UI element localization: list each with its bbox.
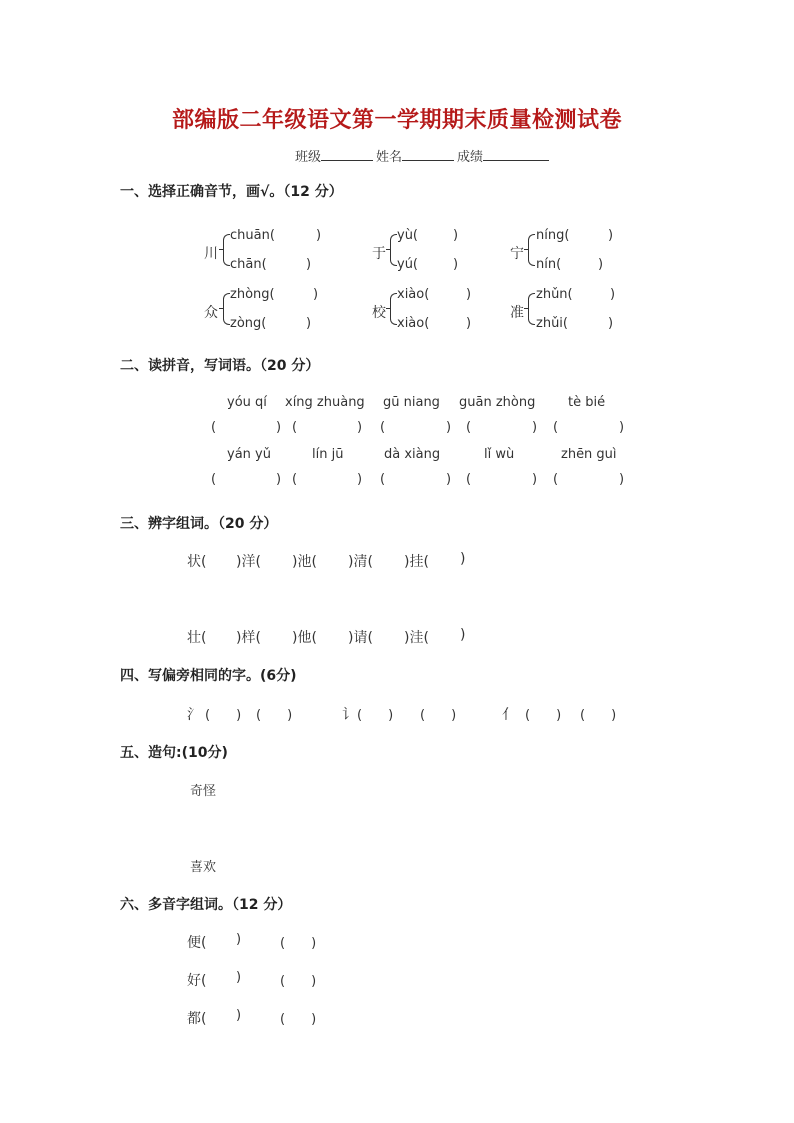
q1-answer-paren[interactable]: ) [453,228,459,243]
q1-char: 众 [204,305,218,321]
q2-answer-open[interactable]: ( [466,472,472,487]
q4-answer[interactable]: ( ) [420,708,457,723]
q1-answer-paren[interactable]: ) [466,287,472,302]
q2-pinyin: xíng zhuàng [285,395,365,410]
section-6-title: 六、多音字组词。（12 分） [120,897,292,913]
q1-answer-paren[interactable]: ) [610,287,616,302]
brace-icon [390,234,397,266]
q1-option: zhòng( [230,287,275,302]
q6-answer[interactable]: ( ) [280,1012,317,1027]
brace-icon [528,293,535,325]
score-field[interactable] [483,148,549,161]
q2-pinyin: tè bié [568,395,606,410]
q1-answer-paren[interactable]: ) [453,257,459,272]
q6-char: 便( [187,935,207,951]
q2-pinyin: lǐ wù [484,447,515,462]
brace-icon [390,293,397,325]
name-field[interactable] [402,148,454,161]
q1-answer-paren[interactable]: ) [316,228,322,243]
q6-answer[interactable]: ( ) [280,974,317,989]
q4-radical: 讠 [342,707,356,723]
q1-char: 宁 [510,246,524,262]
q1-option: xiào( [397,287,430,302]
q1-option: níng( [536,228,570,243]
section-5-title: 五、造句:(10分) [120,745,228,761]
q3-item[interactable]: ) [460,627,466,643]
section-3-title: 三、辨字组词。（20 分） [120,516,278,532]
class-field[interactable] [321,148,373,161]
q5-word: 喜欢 [190,860,217,875]
q3-item[interactable]: 壮( [187,630,207,646]
section-2-title: 二、读拼音，写词语。（20 分） [120,358,320,374]
q1-option: chān( [230,257,267,272]
q2-pinyin: gū niang [383,395,440,410]
q1-answer-paren[interactable]: ) [598,257,604,272]
q2-answer-close[interactable]: ) [357,420,363,435]
section-1-title: 一、选择正确音节，画√。（12 分） [120,184,343,200]
brace-icon [528,234,535,266]
q4-answer[interactable]: ( ) [357,708,394,723]
q2-pinyin: dà xiàng [384,447,441,462]
q1-option: zhǔn( [536,287,573,302]
q1-option: zòng( [230,316,267,331]
q2-answer-close[interactable]: ) [619,420,625,435]
q1-answer-paren[interactable]: ) [306,257,312,272]
q3-item[interactable]: )洼( [404,630,429,646]
q2-pinyin: yóu qí [227,395,267,410]
q4-answer[interactable]: ( ) [205,708,242,723]
q3-item[interactable]: )池( [292,554,317,570]
q1-answer-paren[interactable]: ) [608,316,614,331]
brace-icon [223,234,230,266]
q6-answer-close[interactable]: ) [236,932,242,947]
q2-answer-close[interactable]: ) [357,472,363,487]
name-label: 姓名 [376,150,403,165]
q4-radical: 亻 [502,707,516,723]
q2-answer-open[interactable]: ( [211,420,217,435]
q2-pinyin: lín jū [312,447,344,462]
q1-answer-paren[interactable]: ) [306,316,312,331]
q3-item[interactable]: )样( [236,630,261,646]
q2-answer-close[interactable]: ) [446,420,452,435]
q2-answer-open[interactable]: ( [553,472,559,487]
q1-option: xiào( [397,316,430,331]
score-label: 成绩 [457,150,484,165]
q1-char: 于 [372,246,386,262]
q3-item[interactable]: ) [460,551,466,567]
student-info [295,146,552,165]
q2-pinyin: zhēn guì [561,447,617,462]
q2-answer-open[interactable]: ( [292,420,298,435]
q4-answer[interactable]: ( ) [525,708,562,723]
class-label: 班级 [295,150,322,165]
q3-item[interactable]: )清( [348,554,373,570]
q3-item[interactable]: )请( [348,630,373,646]
q3-item[interactable]: 状( [187,554,207,570]
q2-answer-open[interactable]: ( [211,472,217,487]
brace-icon [223,293,230,325]
q2-answer-open[interactable]: ( [292,472,298,487]
q6-answer-close[interactable]: ) [236,1008,242,1023]
q4-answer[interactable]: ( ) [256,708,293,723]
section-4-title: 四、写偏旁相同的字。(6分) [120,668,297,684]
q1-char: 校 [372,305,386,321]
q2-answer-open[interactable]: ( [553,420,559,435]
q1-answer-paren[interactable]: ) [466,316,472,331]
q2-answer-close[interactable]: ) [532,472,538,487]
q4-radical: 氵 [187,707,201,723]
q2-pinyin: yán yǔ [227,447,271,462]
q1-answer-paren[interactable]: ) [608,228,614,243]
q5-word: 奇怪 [190,784,217,799]
q1-option: yú( [397,257,419,272]
q2-answer-close[interactable]: ) [446,472,452,487]
q2-answer-open[interactable]: ( [466,420,472,435]
q1-answer-paren[interactable]: ) [313,287,319,302]
q1-option: chuān( [230,228,275,243]
q1-option: nín( [536,257,562,272]
q3-item[interactable]: )洋( [236,554,261,570]
q6-answer-close[interactable]: ) [236,970,242,985]
q6-answer[interactable]: ( ) [280,936,317,951]
q6-char: 都( [187,1011,207,1027]
q2-answer-close[interactable]: ) [619,472,625,487]
q2-answer-close[interactable]: ) [276,420,282,435]
q2-answer-close[interactable]: ) [276,472,282,487]
q3-item[interactable]: )他( [292,630,317,646]
q1-char: 川 [204,246,218,262]
q3-item[interactable]: )挂( [404,554,429,570]
q2-answer-open[interactable]: ( [380,472,386,487]
page-title: 部编版二年级语文第一学期期末质量检测试卷 [171,108,622,133]
q4-answer[interactable]: ( ) [580,708,617,723]
q1-char: 准 [510,305,524,321]
q2-answer-close[interactable]: ) [532,420,538,435]
q2-pinyin: guān zhòng [459,395,536,410]
q1-option: zhǔi( [536,316,568,331]
q1-option: yù( [397,228,419,243]
q6-char: 好( [187,973,207,989]
q2-answer-open[interactable]: ( [380,420,386,435]
